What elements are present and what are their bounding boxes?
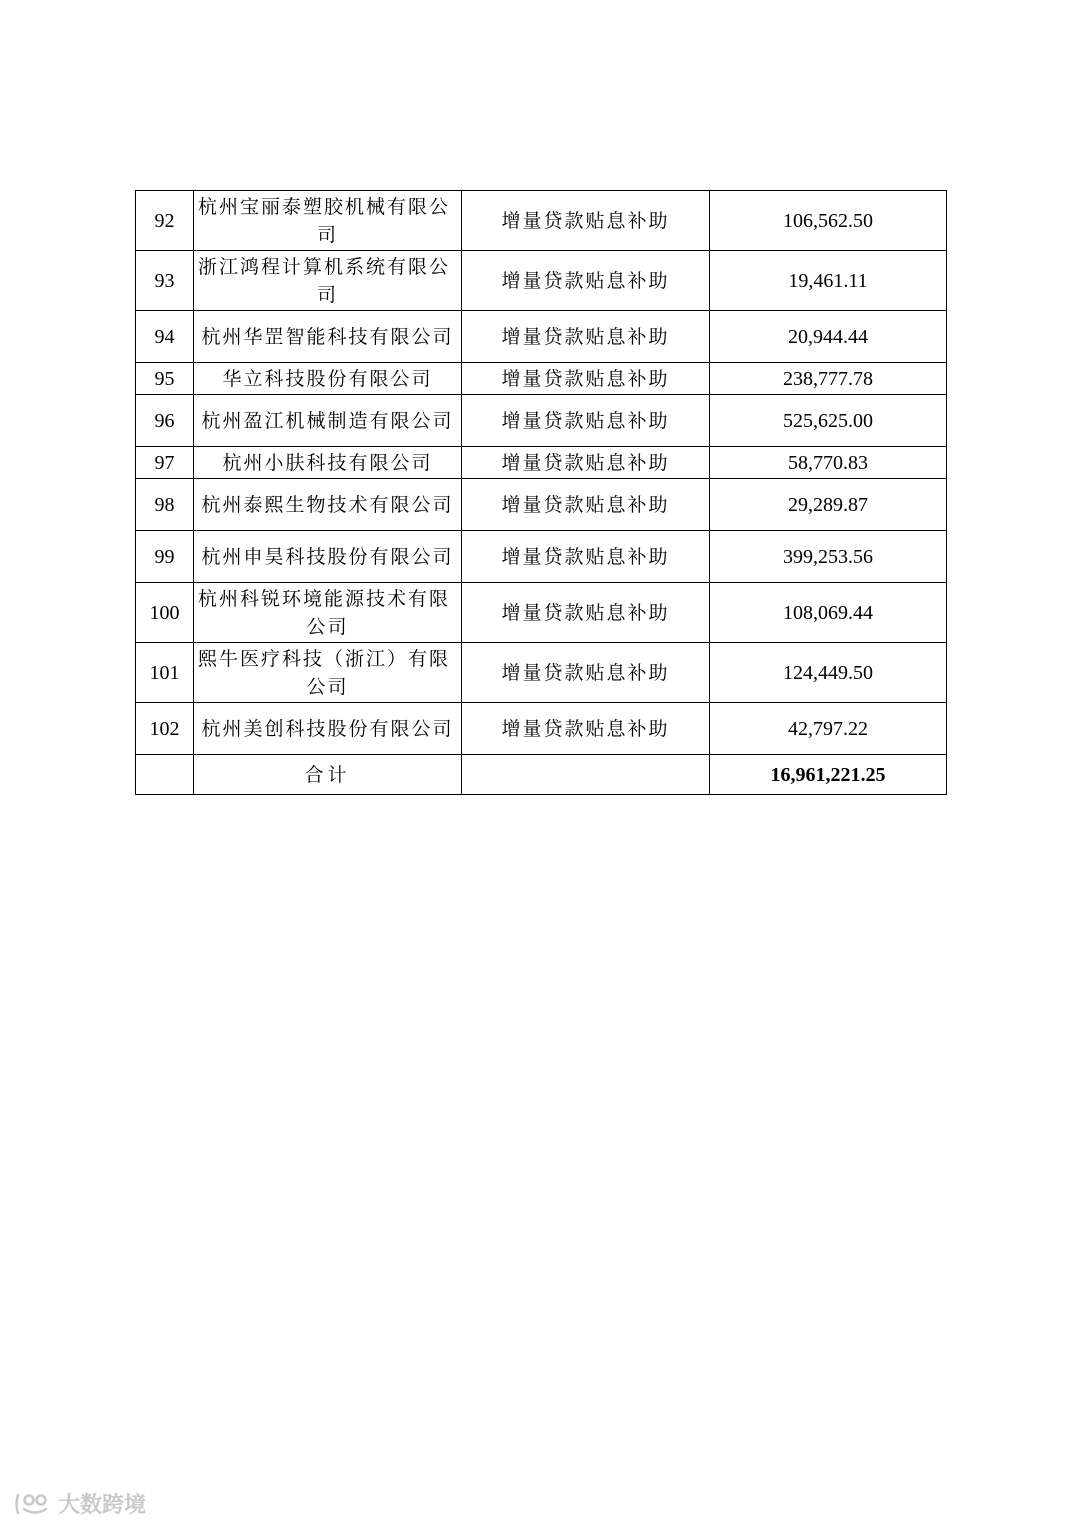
subsidy-type: 增量贷款贴息补助 (462, 311, 710, 363)
watermark (12, 1488, 146, 1519)
company-name: 浙江鸿程计算机系统有限公 司 (194, 251, 462, 311)
subsidy-amount: 58,770.83 (710, 447, 947, 479)
company-name: 熙牛医疗科技（浙江）有限 公司 (194, 643, 462, 703)
table-row (136, 191, 947, 251)
row-number: 101 (136, 643, 194, 703)
subsidy-table (135, 190, 947, 795)
subsidy-amount: 108,069.44 (710, 583, 947, 643)
row-number: 95 (136, 363, 194, 395)
subsidy-amount: 20,944.44 (710, 311, 947, 363)
table-row (136, 479, 947, 531)
row-number: 94 (136, 311, 194, 363)
subsidy-type: 增量贷款贴息补助 (462, 251, 710, 311)
row-number: 96 (136, 395, 194, 447)
total-type-cell (462, 755, 710, 795)
row-number: 102 (136, 703, 194, 755)
subsidy-type: 增量贷款贴息补助 (462, 363, 710, 395)
table-row (136, 311, 947, 363)
subsidy-type: 增量贷款贴息补助 (462, 395, 710, 447)
company-name: 杭州宝丽泰塑胶机械有限公 司 (194, 191, 462, 251)
table-row (136, 703, 947, 755)
subsidy-amount: 106,562.50 (710, 191, 947, 251)
subsidy-amount: 42,797.22 (710, 703, 947, 755)
subsidy-type: 增量贷款贴息补助 (462, 703, 710, 755)
subsidy-type: 增量贷款贴息补助 (462, 531, 710, 583)
watermark-text: 大数跨境 (58, 1493, 147, 1518)
subsidy-amount: 238,777.78 (710, 363, 947, 395)
table-row (136, 531, 947, 583)
company-name: 杭州小肤科技有限公司 (194, 447, 462, 479)
company-name: 华立科技股份有限公司 (194, 363, 462, 395)
company-name: 杭州申昊科技股份有限公司 (194, 531, 462, 583)
row-number: 97 (136, 447, 194, 479)
company-name: 杭州美创科技股份有限公司 (194, 703, 462, 755)
subsidy-type: 增量贷款贴息补助 (462, 479, 710, 531)
total-row (136, 755, 947, 795)
row-number: 93 (136, 251, 194, 311)
total-label: 合计 (194, 755, 462, 795)
subsidy-amount: 124,449.50 (710, 643, 947, 703)
subsidy-type: 增量贷款贴息补助 (462, 447, 710, 479)
subsidy-amount: 399,253.56 (710, 531, 947, 583)
row-number: 99 (136, 531, 194, 583)
subsidy-type: 增量贷款贴息补助 (462, 191, 710, 251)
table-row (136, 251, 947, 311)
subsidy-type: 增量贷款贴息补助 (462, 583, 710, 643)
subsidy-amount: 29,289.87 (710, 479, 947, 531)
row-number: 98 (136, 479, 194, 531)
subsidy-amount: 525,625.00 (710, 395, 947, 447)
subsidy-type: 增量贷款贴息补助 (462, 643, 710, 703)
table-row (136, 395, 947, 447)
total-amount: 16,961,221.25 (710, 755, 947, 795)
company-name: 杭州科锐环境能源技术有限 公司 (194, 583, 462, 643)
speech-bubble-logo-icon (12, 1491, 52, 1517)
table-row (136, 447, 947, 479)
table-row (136, 363, 947, 395)
table-row (136, 583, 947, 643)
row-number: 92 (136, 191, 194, 251)
company-name: 杭州泰熙生物技术有限公司 (194, 479, 462, 531)
company-name: 杭州华罡智能科技有限公司 (194, 311, 462, 363)
total-number-cell (136, 755, 194, 795)
table-row (136, 643, 947, 703)
company-name: 杭州盈江机械制造有限公司 (194, 395, 462, 447)
row-number: 100 (136, 583, 194, 643)
subsidy-amount: 19,461.11 (710, 251, 947, 311)
